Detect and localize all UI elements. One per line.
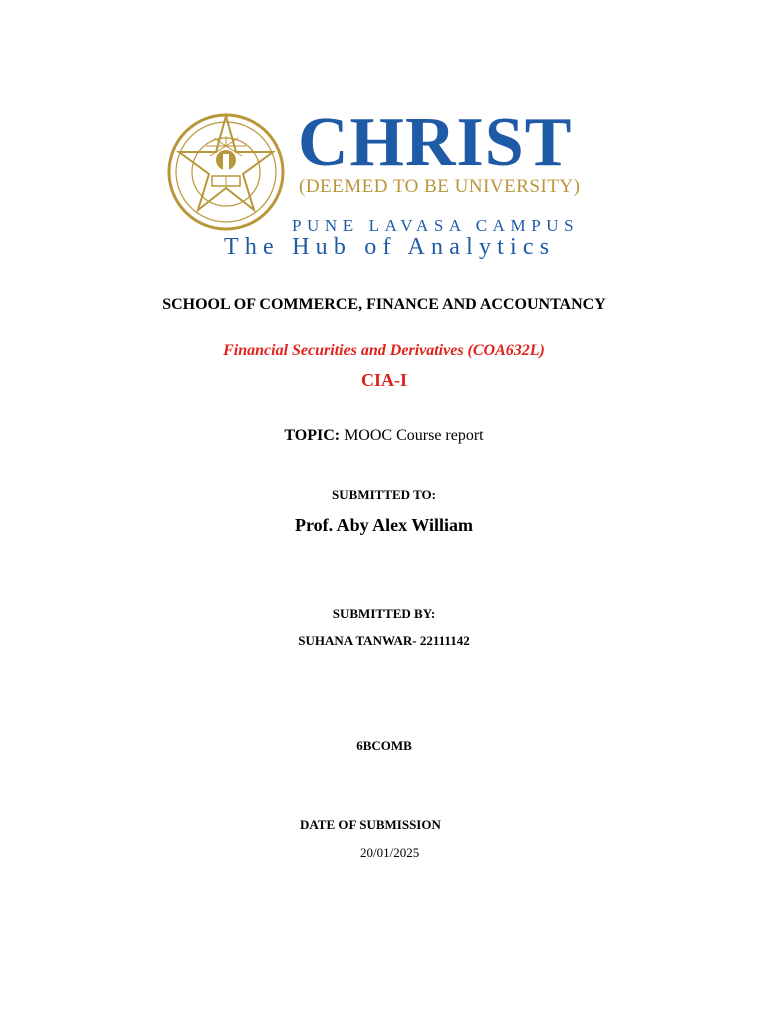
topic-value: MOOC Course report [344, 427, 484, 444]
campus-name: PUNE LAVASA CAMPUS [292, 216, 580, 235]
submitted-to-name: Prof. Aby Alex William [294, 515, 473, 535]
assessment-title: CIA-I [360, 370, 407, 390]
university-subtitle: (DEEMED TO BE UNIVERSITY) [299, 176, 581, 197]
submitted-by-label: SUBMITTED BY: [332, 606, 436, 621]
class-name: 6BCOMB [356, 738, 412, 753]
submission-date-label: DATE OF SUBMISSION [300, 817, 441, 832]
christ-university-seal-icon [166, 112, 286, 232]
submitted-by-name: SUHANA TANWAR- 22111142 [298, 633, 470, 648]
course-title: Financial Securities and Derivatives (COA632L) [223, 342, 545, 359]
submission-date: 20/01/2025 [360, 845, 420, 860]
tagline: The Hub of Analytics [224, 234, 556, 260]
school-name: SCHOOL OF COMMERCE, FINANCE AND ACCOUNTANCY [162, 296, 606, 313]
university-logo [166, 104, 606, 268]
submitted-to-label: SUBMITTED TO: [332, 487, 436, 502]
university-name: CHRIST [298, 104, 573, 181]
topic-line [0, 427, 768, 445]
topic-label: TOPIC: [284, 427, 341, 444]
